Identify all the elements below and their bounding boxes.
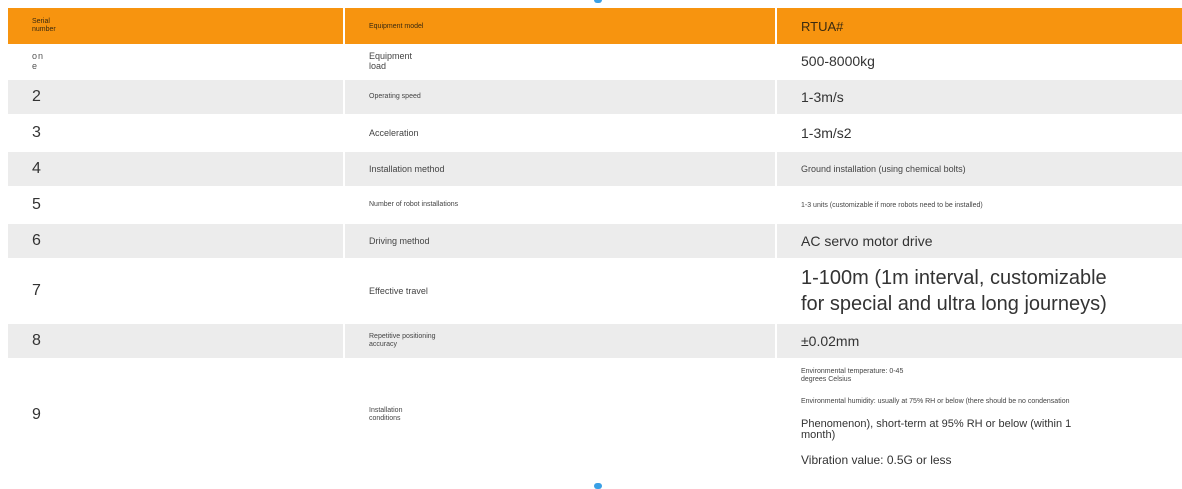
table-row xyxy=(8,152,1182,188)
spec-table xyxy=(8,8,1182,472)
table-row xyxy=(8,188,1182,224)
row-item: Driving method xyxy=(345,224,777,260)
row-item: Installation method xyxy=(345,152,777,188)
row-value: 1-3 units (customizable if more robots need to be installed) xyxy=(777,188,1182,224)
row-item: Equipment load xyxy=(345,44,777,80)
row-number: 5 xyxy=(8,188,345,224)
row-value: Ground installation (using chemical bolts) xyxy=(777,152,1182,188)
header-equipment-model: Equipment model xyxy=(345,8,777,44)
row-value: 1-100m (1m interval, customizable for special and ultra long journeys) xyxy=(777,260,1182,324)
table-row xyxy=(8,260,1182,324)
table-row xyxy=(8,80,1182,116)
condition-temperature: Environmental temperature: 0-45 degrees Celsius xyxy=(801,367,904,383)
table-row xyxy=(8,116,1182,152)
row-value: 500-8000kg xyxy=(777,44,1182,80)
page-indicator-dot-bottom xyxy=(594,483,602,489)
condition-humidity: Environmental humidity: usually at 75% RH or below (there should be no condensation xyxy=(801,397,1070,405)
page-indicator-dot-top xyxy=(594,0,602,3)
row-number: 9 xyxy=(8,360,345,472)
header-model-value: RTUA# xyxy=(777,8,1182,44)
row-item: Installation conditions xyxy=(345,360,777,472)
table-row xyxy=(8,324,1182,360)
row-item: Number of robot installations xyxy=(345,188,777,224)
table-header-row xyxy=(8,8,1182,44)
row-item: Operating speed xyxy=(345,80,777,116)
condition-short-term: Phenomenon), short-term at 95% RH or below (within 1 month) xyxy=(801,417,1072,441)
row-number: 3 xyxy=(8,116,345,152)
row-number: 2 xyxy=(8,80,345,116)
row-value-conditions xyxy=(777,360,1182,472)
row-item: Repetitive positioning accuracy xyxy=(345,324,777,360)
row-value: AC servo motor drive xyxy=(777,224,1182,260)
table-row xyxy=(8,44,1182,80)
row-value: 1-3m/s xyxy=(777,80,1182,116)
condition-vibration: Vibration value: 0.5G or less xyxy=(801,452,952,467)
row-item: Acceleration xyxy=(345,116,777,152)
row-number: 4 xyxy=(8,152,345,188)
table-row xyxy=(8,224,1182,260)
row-number: 8 xyxy=(8,324,345,360)
header-serial-number: Serial number xyxy=(8,8,345,44)
row-item: Effective travel xyxy=(345,260,777,324)
row-value: 1-3m/s2 xyxy=(777,116,1182,152)
table-row xyxy=(8,360,1182,472)
row-number: 6 xyxy=(8,224,345,260)
row-value: ±0.02mm xyxy=(777,324,1182,360)
row-number: on e xyxy=(8,44,345,80)
row-number: 7 xyxy=(8,260,345,324)
